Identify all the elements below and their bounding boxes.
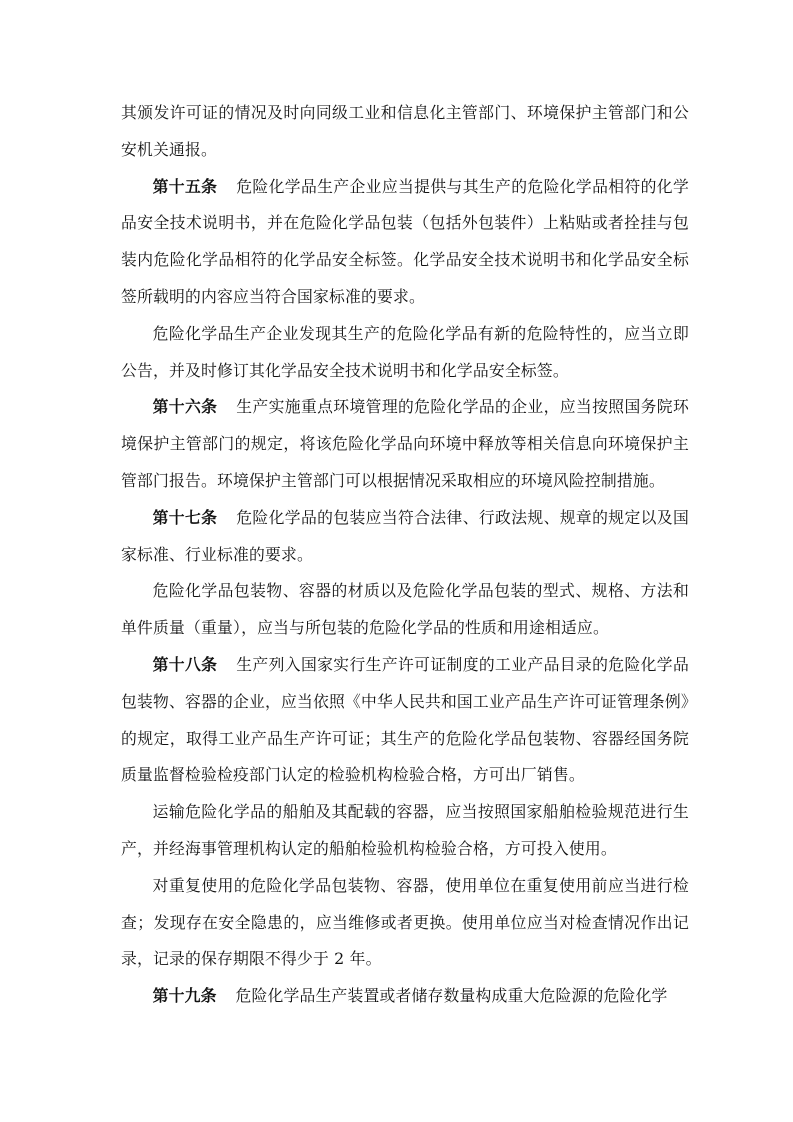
paragraph-text: 危险化学品生产企业发现其生产的危险化学品有新的危险特性的，应当立即公告，并及时修订其化学品安全技术说明书和化学品安全标签。	[121, 323, 689, 380]
paragraph-text: 运输危险化学品的船舶及其配载的容器，应当按照国家船舶检验规范进行生产，并经海事管理机构认定的船舶检验机构检验合格，方可投入使用。	[121, 802, 689, 858]
paragraph-text: 危险化学品包装物、容器的材质以及危险化学品包装的型式、规格、方法和单件质量（重量），应当与所包装的危险化学品的性质和用途相适应。	[121, 581, 689, 638]
paragraph-text: 生产实施重点环境管理的危险化学品的企业，应当按照国务院环境保护主管部门的规定，将该危险化学品向环境中释放等相关信息向环境保护主管部门报告。环境保护主管部门可以根据情况采取相应的环境风险控制措施。	[121, 397, 689, 490]
paragraph-text: 危险化学品生产装置或者储存数量构成重大危险源的危险化学	[235, 986, 668, 1006]
article-18-paragraph	[121, 647, 689, 794]
paragraph-text: 危险化学品的包装应当符合法律、行政法规、规章的规定以及国家标准、行业标准的要求。	[121, 507, 689, 564]
article-number: 第十六条	[152, 397, 218, 417]
paragraph-text: 对重复使用的危险化学品包装物、容器，使用单位在重复使用前应当进行检查；发现存在安全隐患的，应当维修或者更换。使用单位应当对检查情况作出记录，记录的保存期限不得少于 2 年。	[121, 875, 689, 969]
article-15-paragraph	[121, 169, 689, 316]
paragraph	[121, 316, 689, 390]
paragraph	[121, 794, 689, 868]
paragraph	[121, 95, 689, 169]
article-16-paragraph	[121, 389, 689, 499]
paragraph	[121, 868, 689, 978]
article-number: 第十九条	[152, 986, 217, 1006]
paragraph-text: 危险化学品生产企业应当提供与其生产的危险化学品相符的化学品安全技术说明书，并在危险化学品包装（包括外包装件）上粘贴或者拴挂与包装内危险化学品相符的化学品安全标签。化学品安全技术说明书和化学品安全标签所载明的内容应当符合国家标准的要求。	[121, 176, 689, 306]
document-body	[121, 95, 689, 1015]
article-number: 第十七条	[152, 507, 218, 527]
article-number: 第十八条	[152, 654, 218, 674]
paragraph-text: 其颁发许可证的情况及时向同级工业和信息化主管部门、环境保护主管部门和公安机关通报。	[121, 103, 689, 159]
paragraph-text: 生产列入国家实行生产许可证制度的工业产品目录的危险化学品包装物、容器的企业，应当依照《中华人民共和国工业产品生产许可证管理条例》的规定，取得工业产品生产许可证；其生产的危险化学品包装物、容器经国务院质量监督检验检疫部门认定的检验机构检验合格，方可出厂销售。	[121, 654, 689, 785]
paragraph	[121, 573, 689, 647]
article-number: 第十五条	[152, 176, 218, 196]
article-19-paragraph	[121, 978, 689, 1015]
article-17-paragraph	[121, 500, 689, 574]
